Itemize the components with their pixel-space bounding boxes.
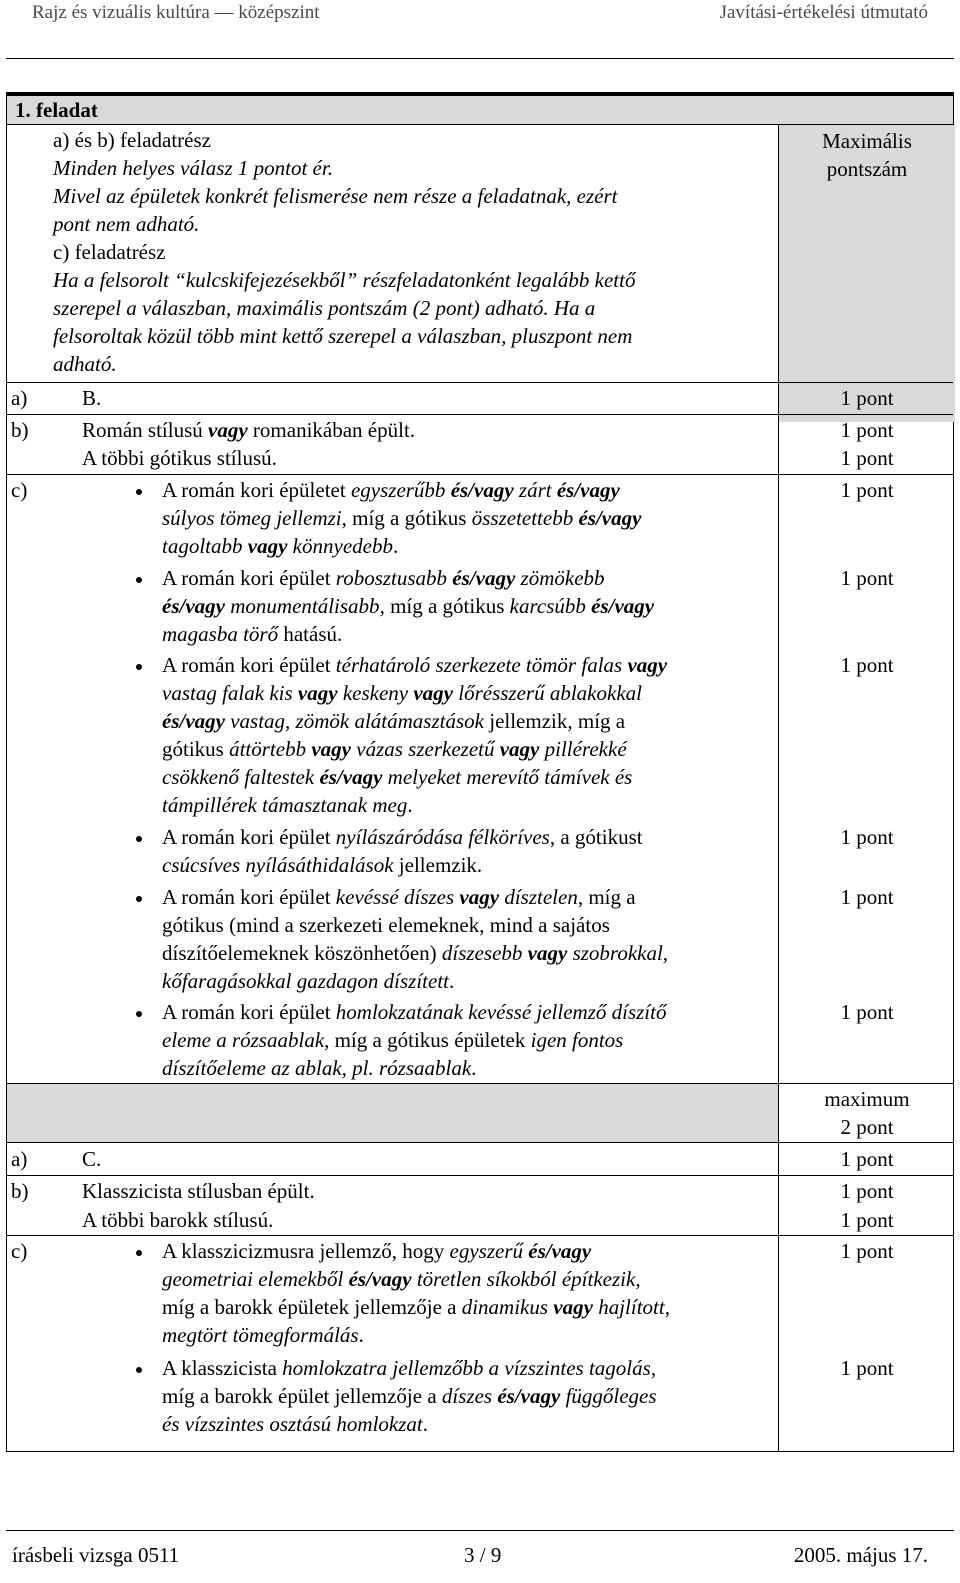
c-item-1: A klasszicizmusra jellemző, hogy egyszerű és/vagy geometriai elemekből és/vagy töretlen síkokból építkezik, míg a barokk épületek jellemzője a dinamikus vagy hajlított, megtört tömegformálás. <box>162 1239 670 1347</box>
bullet-icon <box>136 836 142 842</box>
footer-exam: írásbeli vizsga 0511 <box>12 1543 180 1567</box>
bullet-icon <box>136 1367 142 1373</box>
bullet-icon <box>136 1011 142 1017</box>
shaded-cell <box>7 1084 778 1142</box>
point: 1 pont <box>840 478 894 502</box>
max-points: maximum 2 pont <box>824 1087 910 1139</box>
label-c: c) <box>11 478 28 502</box>
footer-rule <box>6 1530 954 1531</box>
c-item-4: A román kori épület nyílászáródása félköríves, a gótikust csúcsíves nyílásáthidalások jellemzik. <box>162 825 643 877</box>
instr-line: c) feladatrész <box>53 240 166 264</box>
row-rule <box>7 474 953 475</box>
label-b: b) <box>11 1179 29 1203</box>
point: 1 pont <box>840 386 894 410</box>
instr-line: Minden helyes válasz 1 pontot ér. <box>53 156 333 180</box>
point: 1 pont <box>840 566 894 590</box>
c-item-2: A román kori épület robosztusabb és/vagy zömökebb és/vagy monumentálisabb, míg a gótikus karcsúbb és/vagy magasba törő hatású. <box>162 566 655 646</box>
answer-b-2: A többi gótikus stílusú. <box>82 446 277 470</box>
bullet-icon <box>136 489 142 495</box>
point: 1 pont <box>840 418 894 442</box>
footer-date: 2005. május 17. <box>793 1543 928 1567</box>
instr-line: szerepel a válaszban, maximális pontszám (2 pont) adható. Ha a <box>53 296 596 320</box>
c-item-3: A román kori épület térhatároló szerkezete tömör falas vagy vastag falak kis vagy keskeny vagy lőrésszerű ablakokkal és/vagy vastag, zömök alátámasztások jellemzik, míg a gótikus áttörtebb vagy vázas szerkezetű vagy pillérekké csökkenő faltestek és/vagy melyeket merevítő támívek és támpillérek támasztanak meg. <box>162 653 668 817</box>
c-item-2: A klasszicista homlokzatra jellemzőbb a vízszintes tagolás, míg a barokk épület jellemzője a díszes és/vagy függőleges és vízszintes osztású homlokzat. <box>162 1356 657 1436</box>
page-header <box>32 2 928 26</box>
label-b: b) <box>11 418 29 442</box>
point: 1 pont <box>840 446 894 470</box>
answer-b: Román stílusú vagy romanikában épült. <box>82 418 416 442</box>
point: 1 pont <box>840 653 894 677</box>
bullet-icon <box>136 577 142 583</box>
row-rule <box>7 1142 953 1143</box>
instr-line: pont nem adható. <box>53 212 200 236</box>
point: 1 pont <box>840 1356 894 1380</box>
bullet-icon <box>136 896 142 902</box>
point: 1 pont <box>840 825 894 849</box>
point: 1 pont <box>840 1179 894 1203</box>
point: 1 pont <box>840 1147 894 1171</box>
answer-b-2: A többi barokk stílusú. <box>82 1208 274 1232</box>
point: 1 pont <box>840 885 894 909</box>
row-rule <box>7 414 953 415</box>
bullet-icon <box>136 664 142 670</box>
answer-a: C. <box>82 1147 102 1171</box>
max-score-header: Maximális pontszám <box>822 129 912 181</box>
instr-line: a) és b) feladatrész <box>53 128 211 152</box>
row-rule <box>7 1175 953 1176</box>
instr-line: Ha a felsorolt “kulcskifejezésekből” részfeladatonként legalább kettő <box>53 268 636 292</box>
header-doc-type: Javítási-értékelési útmutató <box>719 2 928 23</box>
bullet-icon <box>136 1250 142 1256</box>
label-a: a) <box>11 386 28 410</box>
answer-a: B. <box>82 386 102 410</box>
header-subject: Rajz és vizuális kultúra — középszint <box>32 2 320 23</box>
footer-page: 3 / 9 <box>464 1543 502 1567</box>
instr-line: adható. <box>53 352 117 376</box>
task-title: 1. feladat <box>7 93 953 125</box>
row-rule <box>7 1235 953 1236</box>
answer-b: Klasszicista stílusban épült. <box>82 1179 315 1203</box>
instr-line: Mivel az épületek konkrét felismerése nem része a feladatnak, ezért <box>53 184 618 208</box>
header-rule <box>6 58 954 59</box>
label-a: a) <box>11 1147 28 1171</box>
point: 1 pont <box>840 1000 894 1024</box>
grading-table <box>6 92 954 1452</box>
label-c: c) <box>11 1239 28 1263</box>
c-item-1: A román kori épületet egyszerűbb és/vagy zárt és/vagy súlyos tömeg jellemzi, míg a gótikus összetettebb és/vagy tagoltabb vagy könnyedebb. <box>162 478 642 558</box>
instr-line: felsoroltak közül több mint kettő szerepel a válaszban, pluszpont nem <box>53 324 633 348</box>
point: 1 pont <box>840 1239 894 1263</box>
c-item-5: A román kori épület kevéssé díszes vagy dísztelen, míg a gótikus (mind a szerkezeti elemeknek, mind a sajátos díszítőelemeknek köszönhetően) díszesebb vagy szobrokkal, kőfaragásokkal gazdagon díszített. <box>162 885 669 993</box>
point: 1 pont <box>840 1208 894 1232</box>
row-rule <box>7 382 953 383</box>
c-item-6: A román kori épület homlokzatának kevéssé jellemző díszítő eleme a rózsaablak, míg a gótikus épületek igen fontos díszítőeleme az ablak, pl. rózsaablak. <box>162 1000 667 1080</box>
